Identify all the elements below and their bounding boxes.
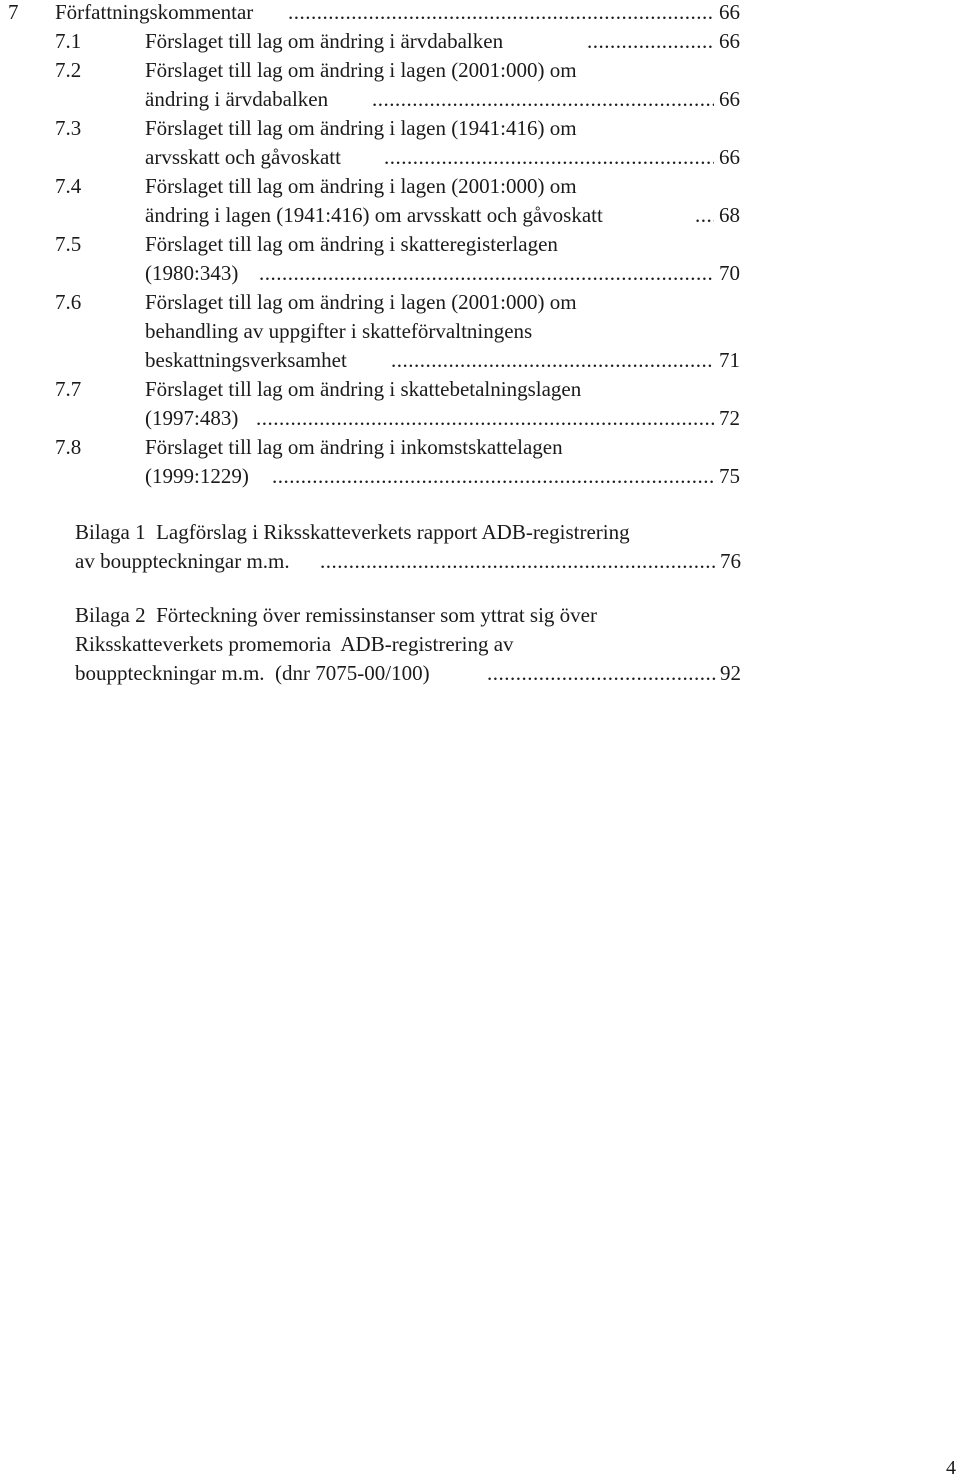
- toc-section-entry: [0, 27, 960, 56]
- toc-section-number: 7.5: [55, 232, 82, 256]
- toc-leader-dots: [587, 27, 714, 56]
- toc-section-number: 7.6: [55, 290, 82, 314]
- toc-section-title: Förslaget till lag om ändring i skattebetalningslagen: [145, 377, 582, 401]
- toc-section-entry-continued: [0, 85, 960, 114]
- toc-section-entry: [0, 172, 960, 201]
- toc-section-title: Förslaget till lag om ändring i ärvdabalken: [145, 29, 504, 53]
- toc-page-number: 68: [719, 203, 740, 227]
- toc-page-number: 76: [720, 549, 741, 573]
- toc-appendix-title: bouppteckningar m.m. (dnr 7075-00/100): [75, 661, 430, 685]
- toc-section-entry: [0, 288, 960, 317]
- toc-page-number: 71: [719, 348, 740, 372]
- toc-page-number: 66: [719, 145, 740, 169]
- toc-section-title: beskattningsverksamhet: [145, 348, 347, 372]
- toc-appendix-entry: [0, 601, 960, 630]
- toc-section-number: 7.1: [55, 29, 82, 53]
- toc-leader-dots: [288, 0, 714, 27]
- toc-section-title: Förslaget till lag om ändring i lagen (2001:000) om: [145, 58, 577, 82]
- toc-leader-dots: [391, 346, 714, 375]
- toc-section-title: Förslaget till lag om ändring i lagen (1941:416) om: [145, 116, 577, 140]
- toc-section-title: (1999:1229): [145, 464, 249, 488]
- toc-page-number: 72: [719, 406, 740, 430]
- toc-section-number: 7.2: [55, 58, 82, 82]
- toc-leader-dots: [272, 462, 714, 491]
- toc-section-entry-continued: [0, 259, 960, 288]
- toc-leader-dots: [372, 85, 714, 114]
- toc-section-entry: [0, 433, 960, 462]
- toc-section-title: ändring i ärvdabalken: [145, 87, 329, 111]
- toc-section-entry: [0, 56, 960, 85]
- toc-section-title: Förslaget till lag om ändring i lagen (2001:000) om: [145, 174, 577, 198]
- toc-appendix-title: av bouppteckningar m.m.: [75, 549, 290, 573]
- toc-section-entry: [0, 230, 960, 259]
- toc-section-entry-continued: [0, 462, 960, 491]
- toc-section-entry: [0, 114, 960, 143]
- toc-section-entry-continued: [0, 317, 960, 346]
- toc-leader-dots: [695, 201, 714, 230]
- toc-appendix-entry: [0, 518, 960, 547]
- toc-section-entry-continued: [0, 346, 960, 375]
- toc-section-title: ändring i lagen (1941:416) om arvsskatt och gåvoskatt: [145, 203, 603, 227]
- toc-page-number: 66: [719, 29, 740, 53]
- toc-page-number: 75: [719, 464, 740, 488]
- toc-leader-dots: [259, 259, 714, 288]
- toc-section-entry: [0, 375, 960, 404]
- toc-section-entry-continued: [0, 201, 960, 230]
- toc-section-title: Förslaget till lag om ändring i lagen (2001:000) om: [145, 290, 577, 314]
- toc-leader-dots: [320, 547, 718, 576]
- toc-section-title: (1980:343): [145, 261, 239, 285]
- toc-appendix-entry-continued: [0, 630, 960, 659]
- toc-chapter-entry: [0, 0, 960, 27]
- toc-section-number: 7.8: [55, 435, 82, 459]
- toc-section-entry-continued: [0, 143, 960, 172]
- toc-appendix-title: Bilaga 1 Lagförslag i Riksskatteverkets rapport ADB-registrering: [75, 520, 630, 544]
- toc-section-number: 7.4: [55, 174, 82, 198]
- toc-page-number: 66: [719, 0, 740, 24]
- toc-section-entry-continued: [0, 404, 960, 433]
- toc-section-number: 7.7: [55, 377, 82, 401]
- toc-section-title: arvsskatt och gåvoskatt: [145, 145, 341, 169]
- toc-section-title: Förslaget till lag om ändring i inkomstskattelagen: [145, 435, 563, 459]
- toc-section-title: (1997:483): [145, 406, 239, 430]
- toc-chapter-number: 7: [8, 0, 19, 24]
- toc-appendix-entry-continued: [0, 547, 960, 576]
- toc-leader-dots: [487, 659, 718, 688]
- toc-page-number: 92: [720, 661, 741, 685]
- toc-leader-dots: [256, 404, 714, 433]
- toc-appendix-title: Bilaga 2 Förteckning över remissinstanser som yttrat sig över: [75, 603, 597, 627]
- toc-section-title: Förslaget till lag om ändring i skatteregisterlagen: [145, 232, 558, 256]
- toc-section-number: 7.3: [55, 116, 82, 140]
- toc-appendix-entry-continued: [0, 659, 960, 688]
- toc-appendix-title: Riksskatteverkets promemoria ADB-registrering av: [75, 632, 514, 656]
- toc-leader-dots: [384, 143, 714, 172]
- toc-page-number: 66: [719, 87, 740, 111]
- toc-page-number: 70: [719, 261, 740, 285]
- toc-section-title: behandling av uppgifter i skatteförvaltningens: [145, 319, 533, 343]
- toc-chapter-title: Författningskommentar: [55, 0, 254, 24]
- page-number: 4: [946, 1457, 956, 1479]
